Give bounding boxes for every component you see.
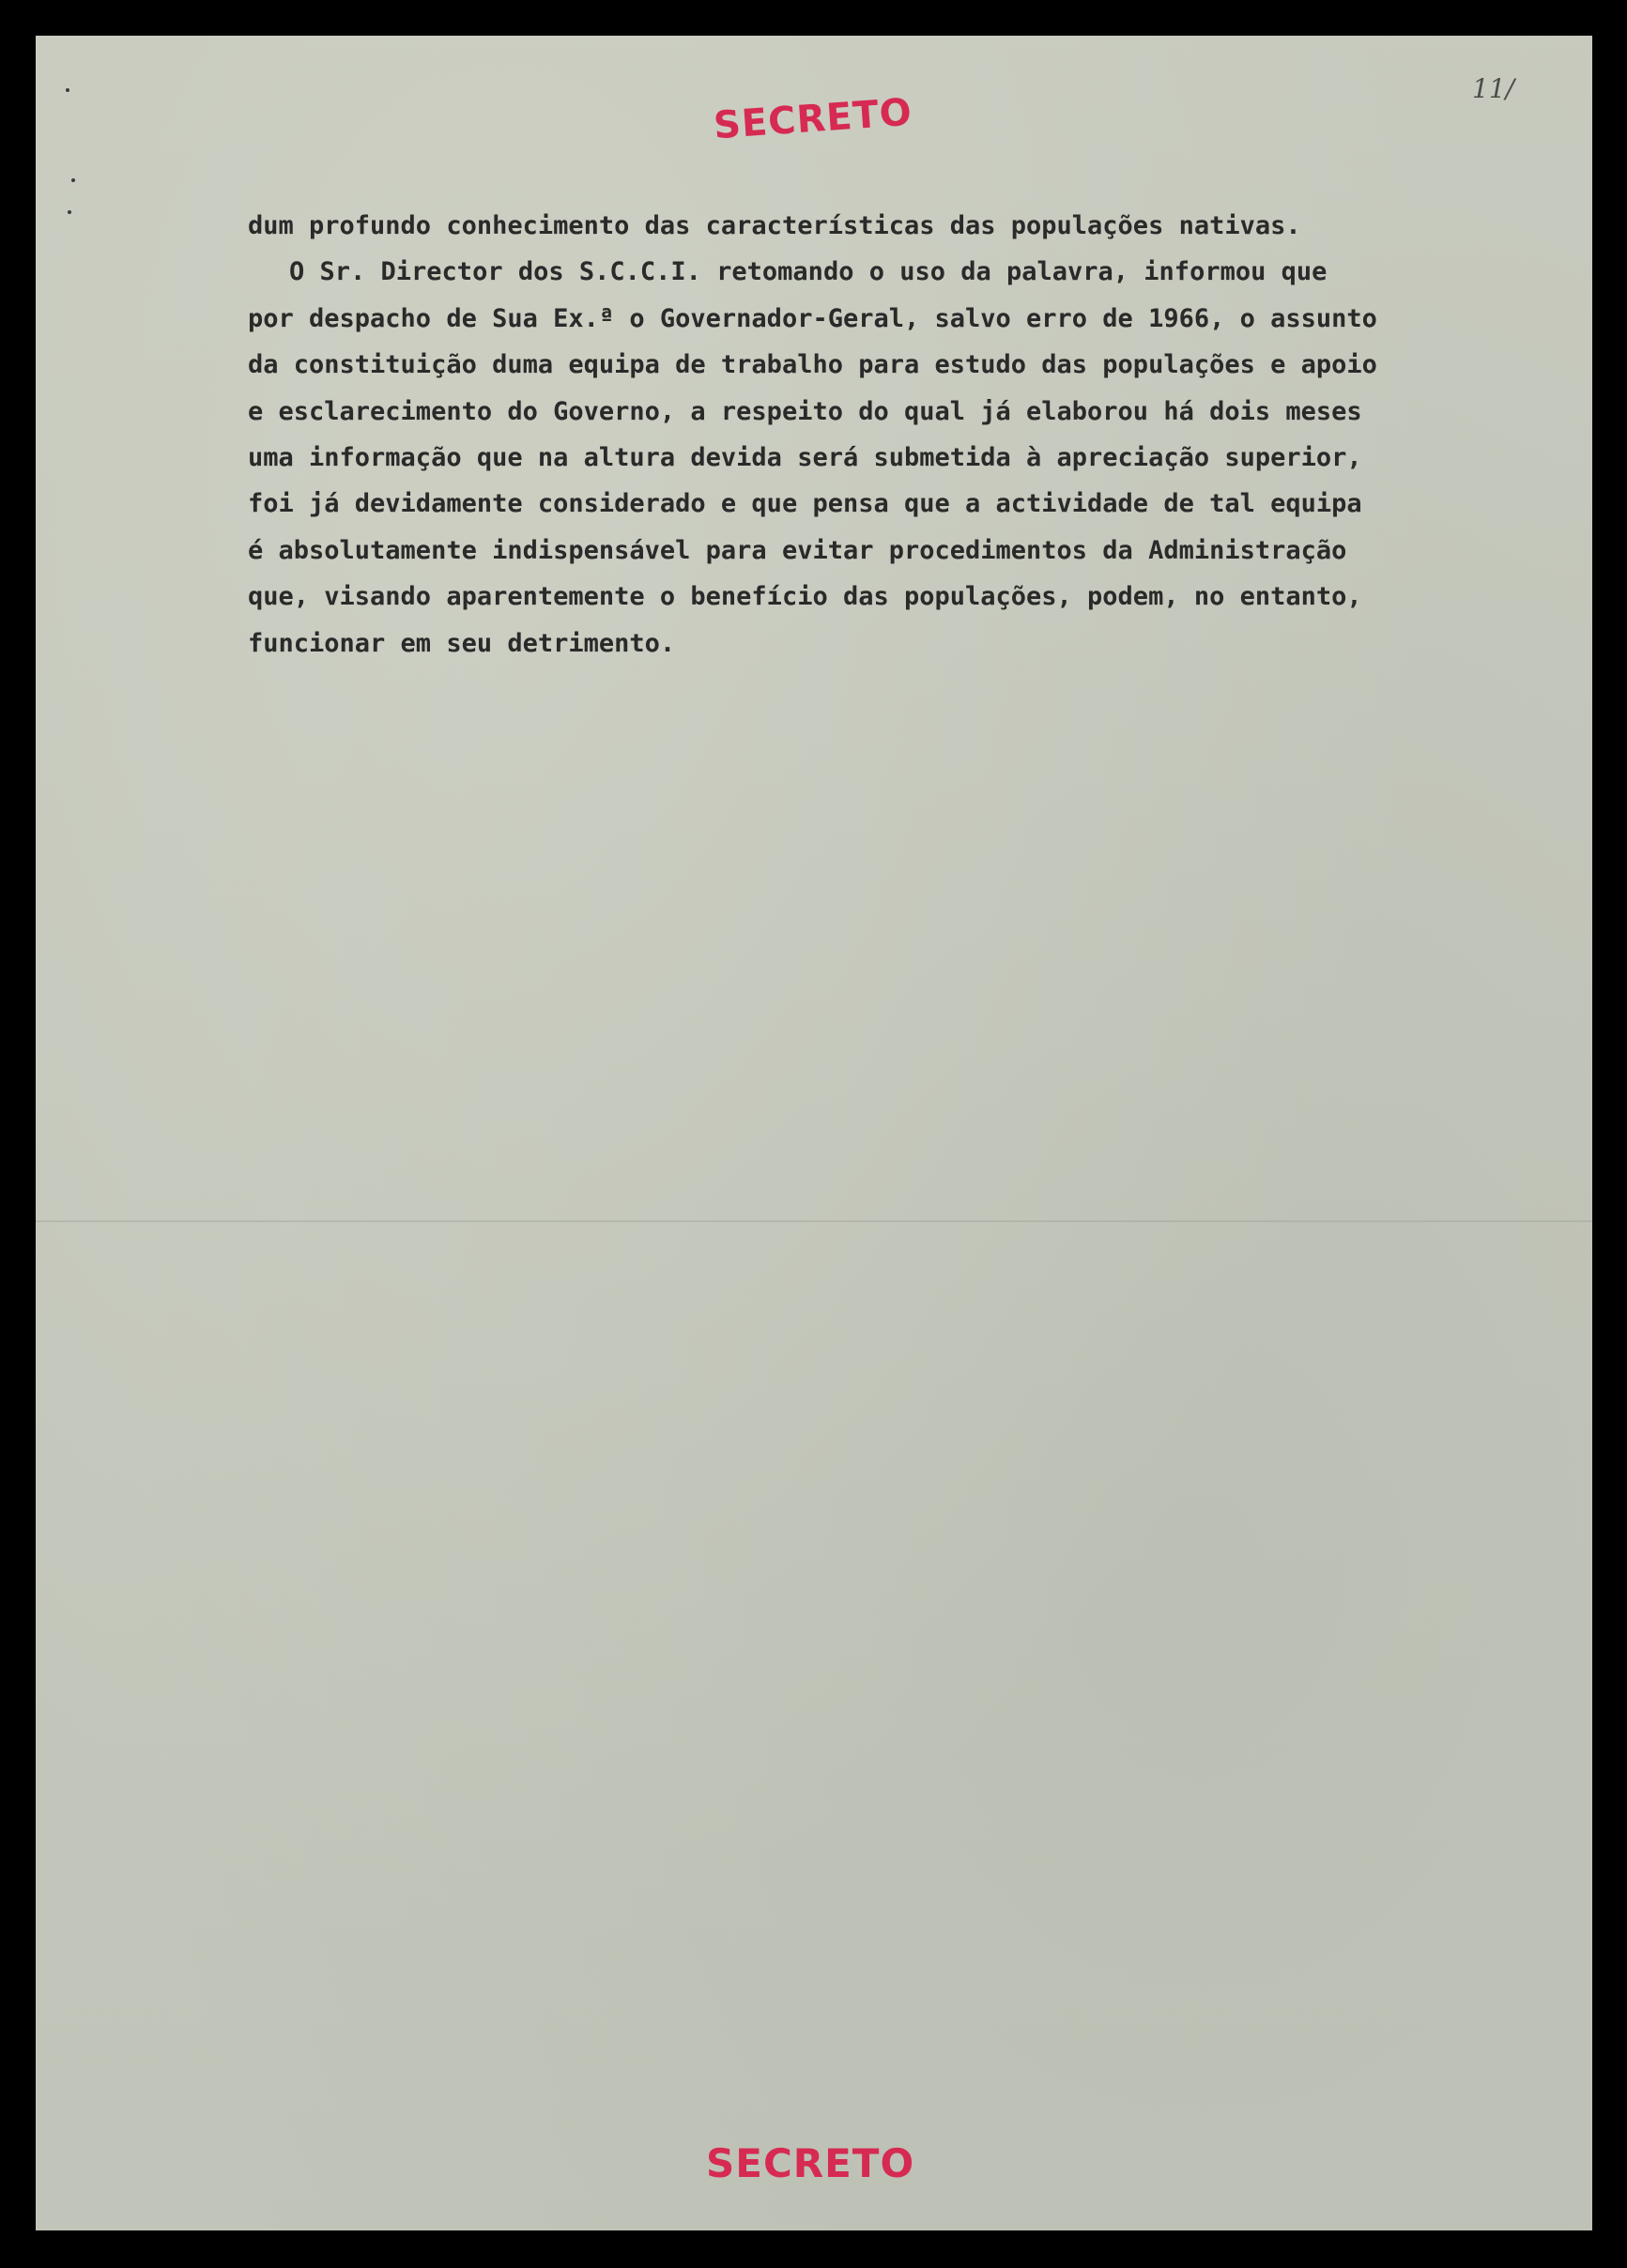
text-line: foi já devidamente considerado e que pensa que a actividade de tal equipa: [248, 489, 1362, 519]
text-line: por despacho de Sua Ex.ª o Governador-Geral, salvo erro de 1966, o assunto: [248, 303, 1377, 333]
document-page: [36, 36, 1592, 2230]
text-line: funcionar em seu detrimento.: [248, 628, 676, 658]
text-line: O Sr. Director dos S.C.C.I. retomando o uso da palavra, informou que: [289, 257, 1328, 287]
text-line: e esclarecimento do Governo, a respeito do qual já elaborou há dois meses: [248, 396, 1362, 426]
text-line: que, visando aparentemente o benefício das populações, podem, no entanto,: [248, 582, 1362, 612]
text-line: uma informação que na altura devida será submetida à apreciação superior,: [248, 443, 1362, 473]
folio-number: 11/: [1472, 73, 1515, 104]
secret-stamp-top: SECRETO: [712, 90, 914, 148]
secret-stamp-bottom: SECRETO: [706, 2140, 915, 2186]
paper-speck: [68, 210, 71, 214]
page-fold: [36, 1220, 1592, 1222]
text-line: é absolutamente indispensável para evitar procedimentos da Administração: [248, 535, 1347, 565]
document-body: [248, 203, 1543, 667]
text-line: dum profundo conhecimento das características das populações nativas.: [248, 211, 1301, 240]
paper-speck: [71, 178, 75, 182]
paper-speck: [66, 88, 69, 92]
text-line: da constituição duma equipa de trabalho para estudo das populações e apoio: [248, 350, 1377, 380]
